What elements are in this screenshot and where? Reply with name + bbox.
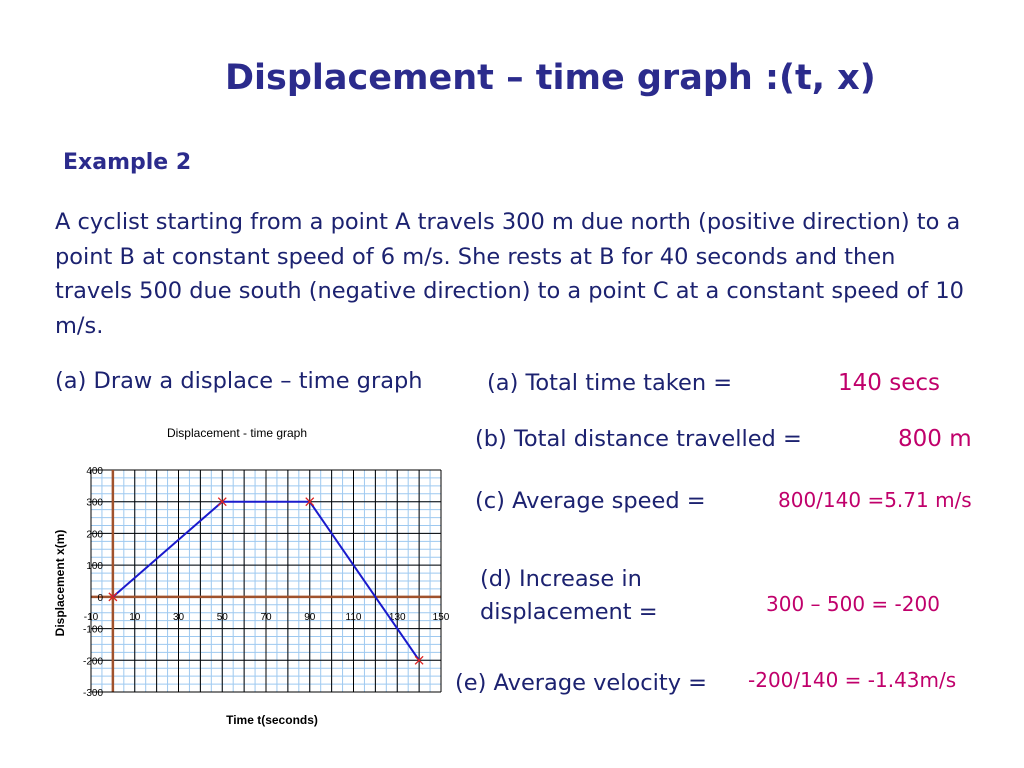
y-tick-label: -200 <box>82 656 103 668</box>
example-heading: Example 2 <box>63 150 192 175</box>
question-e-answer: -200/140 = -1.43m/s <box>748 668 957 692</box>
x-tick-label: 110 <box>345 611 362 623</box>
chart-title: Displacement - time graph <box>166 426 308 440</box>
x-tick-label: 70 <box>260 611 272 623</box>
question-b-answer: 800 m <box>898 426 972 452</box>
y-tick-label: -100 <box>82 624 103 636</box>
x-tick-label: 50 <box>216 611 228 623</box>
y-tick-label: 200 <box>86 529 103 541</box>
x-tick-label: 150 <box>432 611 450 623</box>
question-d-label-line2: displacement = <box>480 599 658 625</box>
slide-title: Displacement – time graph :(t, x) <box>225 58 876 98</box>
y-tick-label: 0 <box>97 592 103 604</box>
question-b-label: (b) Total distance travelled = <box>475 426 802 452</box>
x-tick-label: 130 <box>388 611 406 623</box>
y-tick-label: 400 <box>86 466 103 477</box>
y-tick-label: 300 <box>86 497 103 509</box>
question-a-answer: 140 secs <box>838 370 940 396</box>
part-a-instruction: (a) Draw a displace – time graph <box>55 368 423 394</box>
x-tick-label: -10 <box>83 611 99 623</box>
chart-x-axis-label: Time t(seconds) <box>226 713 318 727</box>
x-tick-label: 90 <box>304 611 316 623</box>
x-tick-label: 10 <box>129 611 141 623</box>
x-tick-label: 30 <box>172 611 185 623</box>
y-tick-label: -300 <box>82 688 103 699</box>
question-d-answer: 300 – 500 = -200 <box>766 592 940 616</box>
question-a-label: (a) Total time taken = <box>487 370 733 396</box>
question-d-label-line1: (d) Increase in <box>480 566 642 592</box>
question-c-answer: 800/140 =5.71 m/s <box>778 488 972 512</box>
question-c-label: (c) Average speed = <box>475 488 706 514</box>
problem-statement: A cyclist starting from a point A travels 300 m due north (positive direction) to a point B at constant speed of 6 m/s. She rests at B for 40 seconds and then travels 500 due south (negative direction) to a point C at a constant speed of 10 m/s. <box>55 209 964 339</box>
chart-y-axis-label: Displacement x(m) <box>53 529 67 637</box>
y-tick-label: 100 <box>86 561 103 573</box>
question-e-label: (e) Average velocity = <box>455 670 708 696</box>
